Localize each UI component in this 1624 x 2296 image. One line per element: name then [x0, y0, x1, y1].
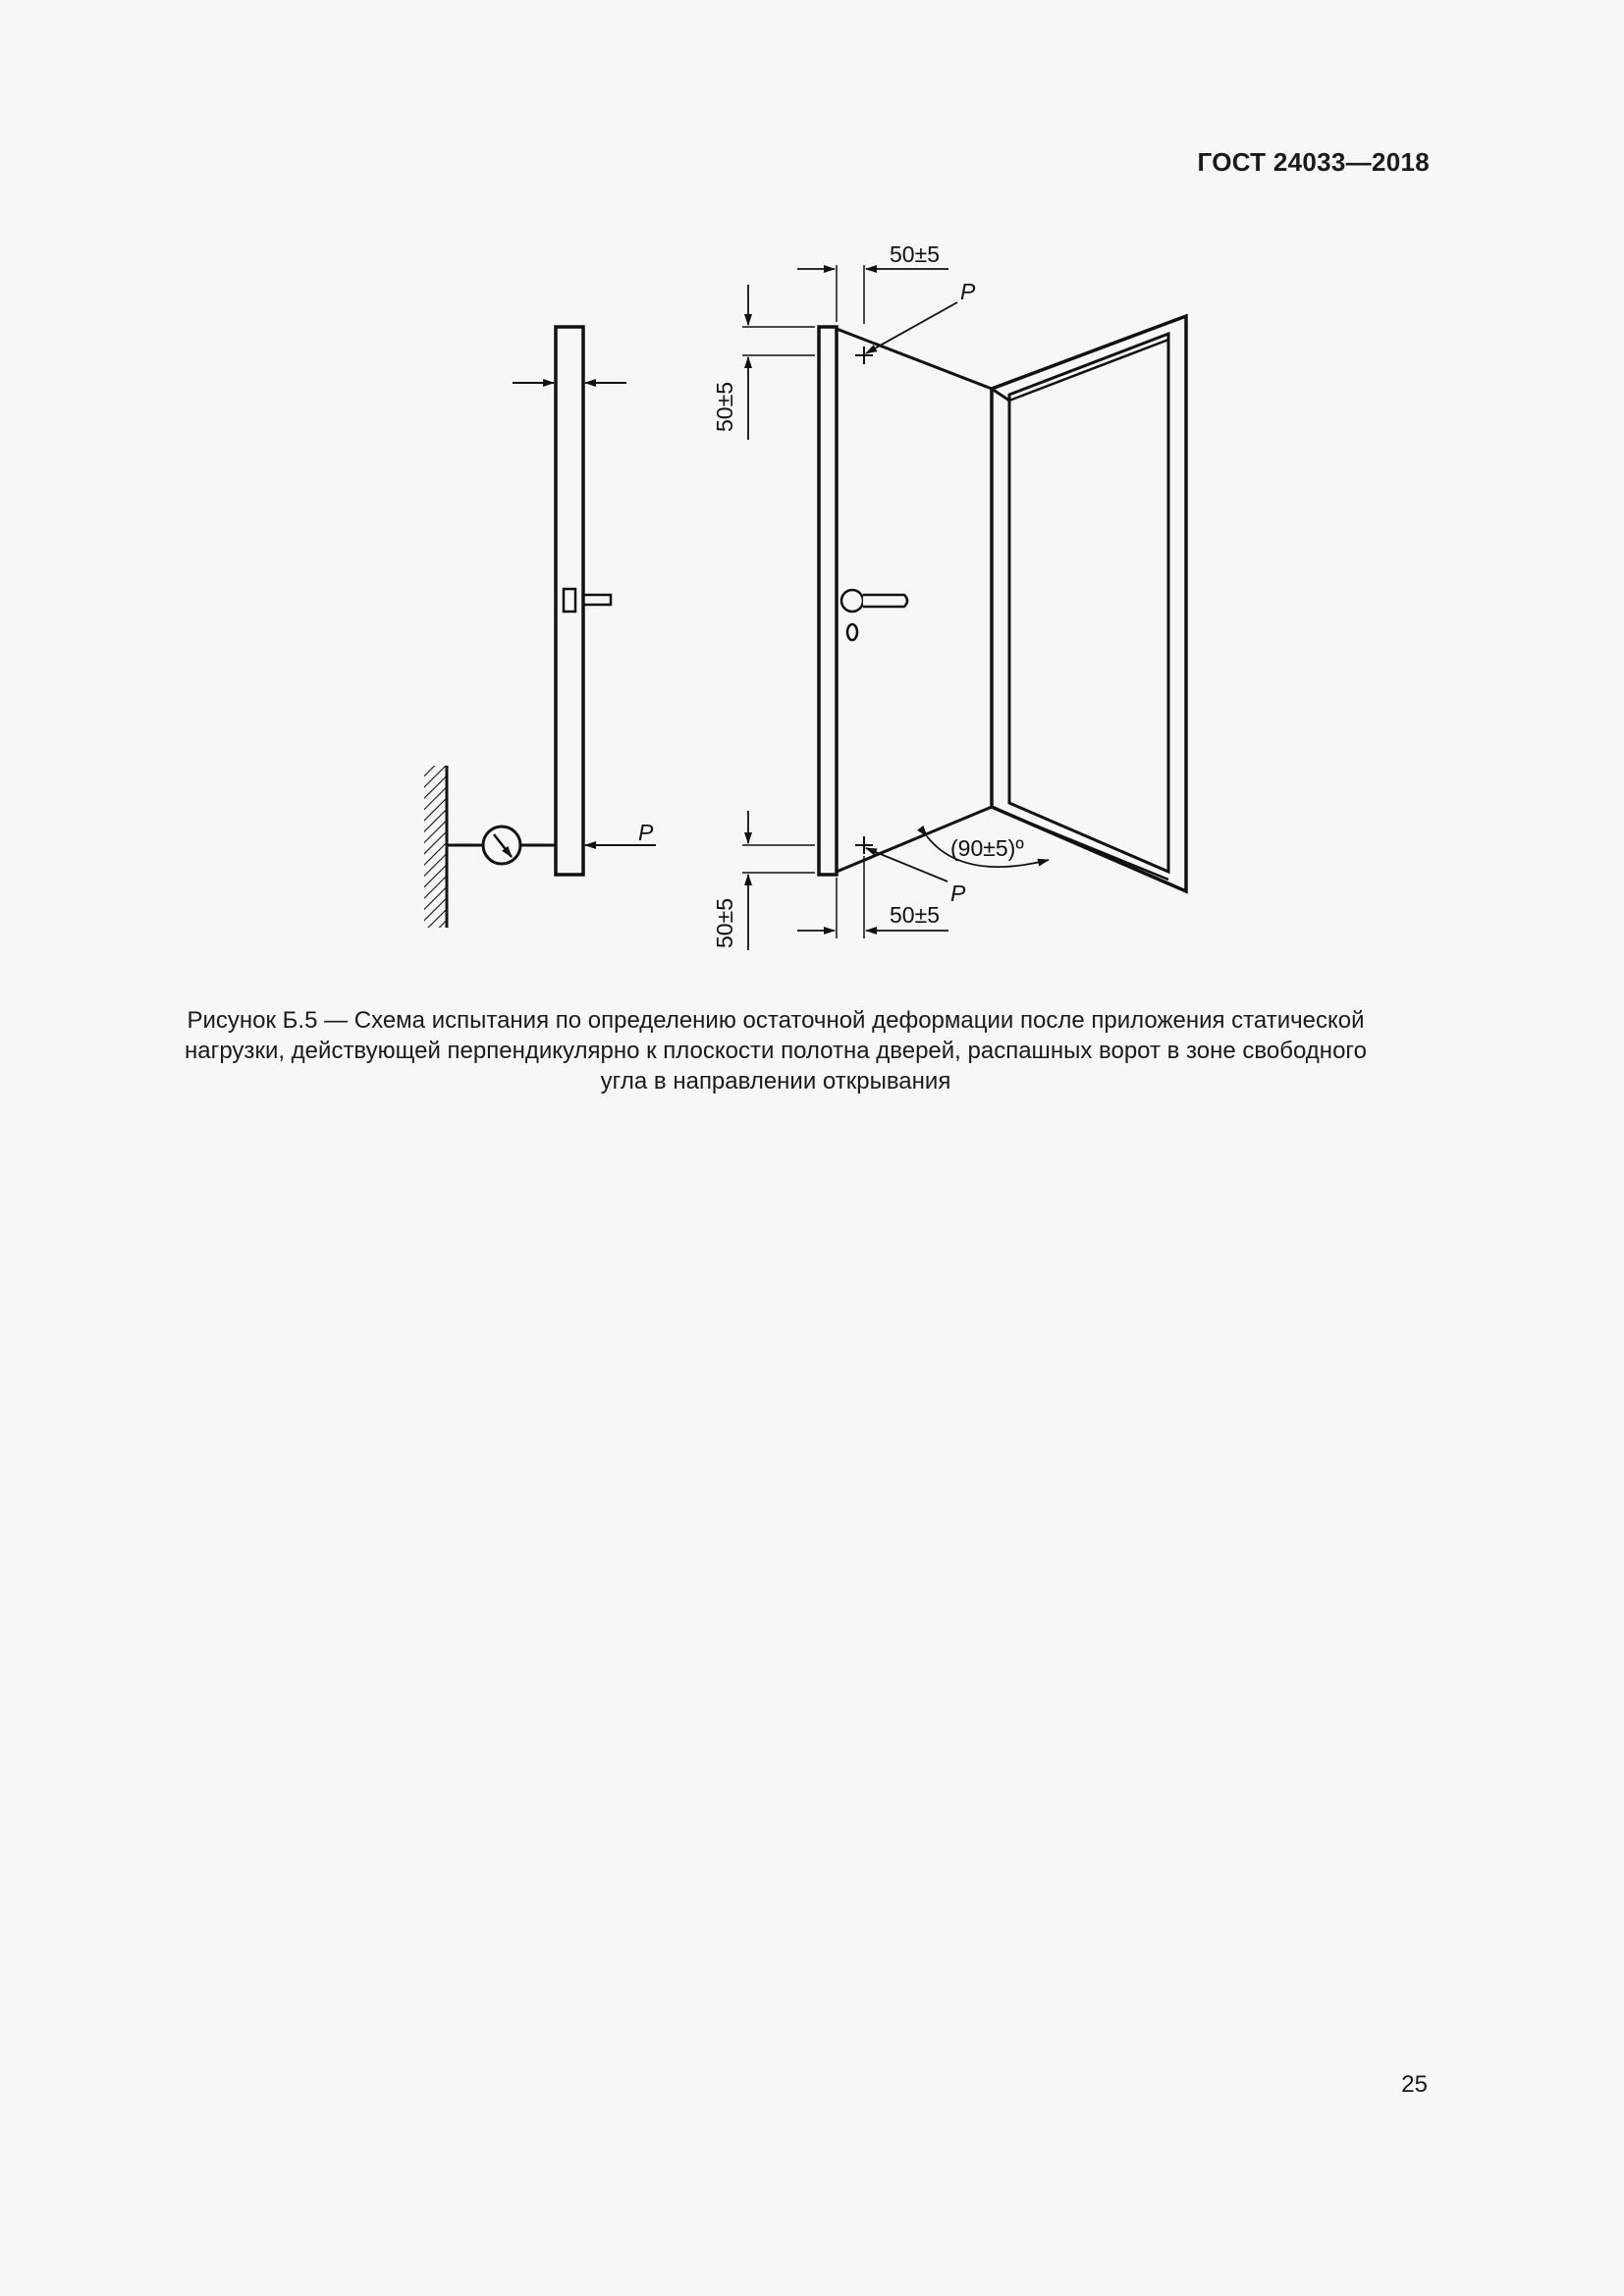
angle-label: (90±5)º [950, 835, 1024, 861]
door-frame-outer [992, 316, 1186, 891]
force-label-top: P [960, 279, 976, 304]
frame-depth-top [992, 389, 1009, 400]
gauge-needle [494, 834, 512, 857]
door-leaf-side [556, 327, 583, 875]
test-scheme-figure [0, 0, 1624, 982]
figure-caption [147, 1005, 1404, 1096]
dim-bottom-horizontal: 50±5 [890, 902, 940, 928]
door-top-edge [837, 329, 992, 389]
dim-top-vertical: 50±5 [712, 382, 737, 432]
load-point-top [855, 347, 873, 364]
caption-line-1: Рисунок Б.5 — Схема испытания по определению остаточной деформации после приложения статической [187, 1007, 1365, 1034]
document-code: ГОСТ 24033—2018 [1197, 147, 1430, 177]
page-number: 25 [1401, 2071, 1428, 2098]
lock-slot [564, 589, 575, 612]
handle-side [583, 595, 611, 605]
side-view [424, 327, 656, 928]
keyhole-icon [847, 624, 857, 640]
force-label-side: P [638, 820, 654, 845]
wall-hatch [424, 766, 446, 928]
caption-line-2: нагрузки, действующей перпендикулярно к плоскости полотна дверей, распашных ворот в зоне свободного [185, 1038, 1367, 1064]
frame-bottom-inner [1009, 815, 1168, 880]
door-frame-inner [1009, 334, 1168, 872]
leader-bottom-p [866, 848, 947, 881]
dim-top-horizontal: 50±5 [890, 241, 940, 267]
door-handle-icon [841, 590, 907, 640]
load-point-bottom [855, 836, 873, 854]
perspective-view [712, 241, 1186, 950]
leader-top-p [866, 302, 957, 353]
caption-line-3: угла в направлении открывания [600, 1068, 951, 1095]
frame-top-inner [1009, 340, 1168, 400]
force-label-bottom: P [950, 881, 966, 906]
door-leaf-edge [819, 327, 837, 875]
dim-bottom-vertical: 50±5 [712, 898, 737, 948]
frame-depth-bottom [992, 807, 1009, 815]
